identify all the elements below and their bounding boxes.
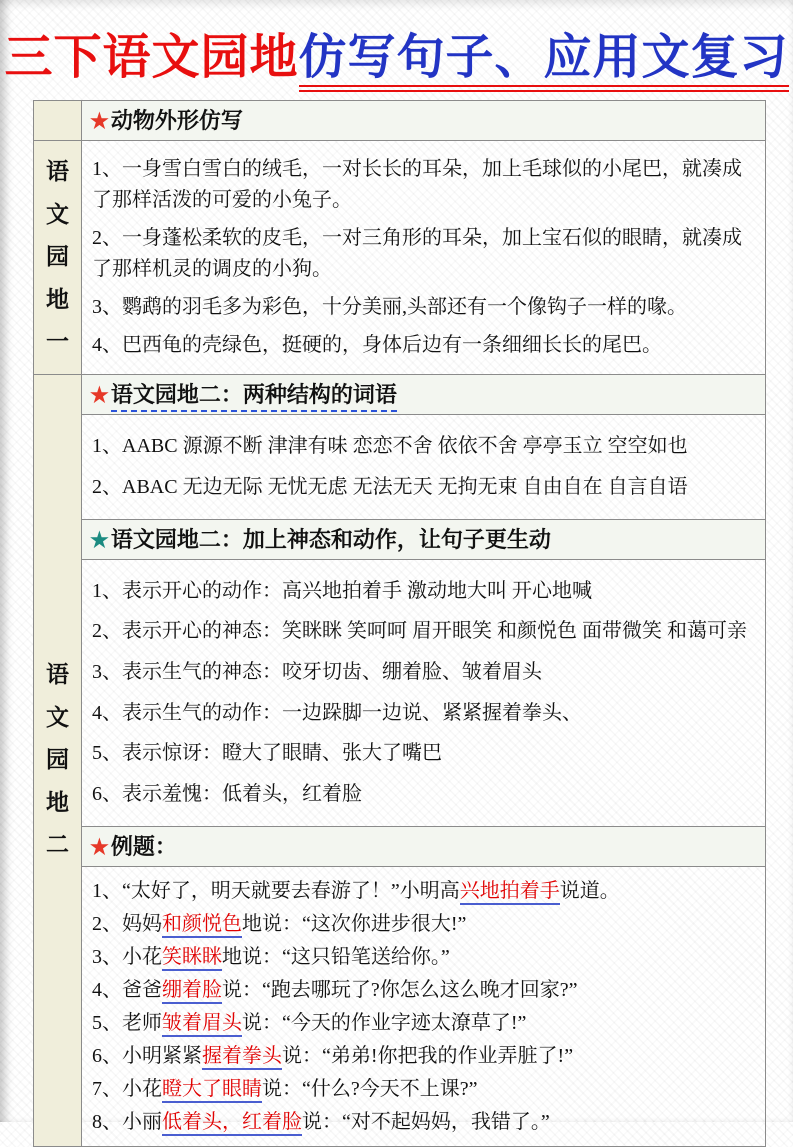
star-icon: ★ bbox=[90, 383, 109, 408]
content-line bbox=[92, 941, 757, 973]
title-sub: 仿写句子、应用文复习 bbox=[299, 31, 789, 92]
content-row bbox=[82, 866, 765, 1146]
text-span: 1、表示开心的动作：高兴地拍着手 激动地大叫 开心地喊 bbox=[92, 579, 592, 602]
text-span: 说：“什么?今天不上课?” bbox=[262, 1078, 478, 1101]
content-line bbox=[92, 698, 757, 730]
highlight-span: 握着拳头 bbox=[202, 1045, 282, 1070]
text-span: 2、ABAC 无边无际 无忧无虑 无法无天 无拘无束 自由自在 自言自语 bbox=[92, 475, 688, 498]
text-span: 4、表示生气的动作：一边跺脚一边说、紧紧握着拳头、 bbox=[92, 701, 582, 724]
highlight-span: 瞪大了眼睛 bbox=[162, 1078, 262, 1103]
text-span: 说道。 bbox=[559, 880, 620, 903]
content-line bbox=[92, 1040, 757, 1072]
section-header-text: 语文园地二：两种结构的词语 bbox=[111, 382, 397, 412]
text-span: 3、小花 bbox=[92, 946, 162, 969]
worksheet-table bbox=[33, 100, 766, 1147]
text-span: 3、鹦鹉的羽毛多为彩色，十分美丽,头部还有一个像钩子一样的喙。 bbox=[92, 296, 687, 319]
side-label bbox=[34, 140, 82, 375]
highlight-span: 和颜悦色 bbox=[162, 913, 242, 938]
highlight-span: 兴地拍着手 bbox=[460, 880, 560, 905]
side-label bbox=[34, 374, 82, 1146]
highlight-span: 低着头，红着脸 bbox=[162, 1111, 302, 1136]
content-line bbox=[92, 738, 757, 770]
content-line bbox=[92, 576, 757, 608]
text-span: 7、小花 bbox=[92, 1078, 162, 1101]
content-row bbox=[82, 414, 765, 519]
text-span: 2、表示开心的神态：笑眯眯 笑呵呵 眉开眼笑 和颜悦色 面带微笑 和蔼可亲 bbox=[92, 620, 747, 643]
content-line bbox=[92, 616, 757, 648]
content-line bbox=[92, 1007, 757, 1039]
content-line bbox=[92, 292, 757, 324]
text-span: 说：“对不起妈妈，我错了。” bbox=[302, 1111, 550, 1134]
section-header bbox=[82, 101, 765, 140]
highlight-span: 笑眯眯 bbox=[162, 946, 222, 971]
page-title bbox=[0, 30, 793, 85]
text-span: 6、小明紧紧 bbox=[92, 1045, 202, 1068]
side-label-text: 语文园地二 bbox=[46, 662, 69, 858]
text-span: 地说：“这次你进步很大!” bbox=[242, 913, 467, 936]
content-line bbox=[92, 974, 757, 1006]
section-header-text: 语文园地二：加上神态和动作，让句子更生动 bbox=[110, 527, 551, 553]
text-span: 说：“弟弟!你把我的作业弄脏了!” bbox=[282, 1045, 574, 1068]
content-line bbox=[92, 779, 757, 811]
content-line bbox=[92, 1073, 757, 1105]
content-line bbox=[92, 330, 757, 362]
star-icon: ★ bbox=[90, 528, 109, 553]
text-span: 4、巴西龟的壳绿色，挺硬的，身体后边有一条细细长长的尾巴。 bbox=[92, 333, 662, 356]
text-span: 1、一身雪白雪白的绒毛，一对长长的耳朵，加上毛球似的小尾巴，就凑成了那样活泼的可爱的小兔子。 bbox=[92, 157, 742, 212]
text-span: 6、表示羞愧：低着头，红着脸 bbox=[92, 782, 362, 805]
content-line bbox=[92, 223, 757, 286]
section-header bbox=[82, 519, 765, 559]
text-span: 地说：“这只铅笔送给你。” bbox=[222, 946, 450, 969]
star-icon: ★ bbox=[90, 109, 109, 133]
content-line bbox=[92, 154, 757, 217]
content-line bbox=[92, 431, 757, 463]
title-main: 三下语文园地 bbox=[4, 31, 299, 84]
content-line bbox=[92, 657, 757, 689]
content-line bbox=[92, 875, 757, 907]
section-header bbox=[82, 374, 765, 414]
section-header-text: 动物外形仿写 bbox=[110, 108, 243, 133]
side-label-text: 语文园地一 bbox=[46, 159, 69, 355]
text-span: 说：“今天的作业字迹太潦草了!” bbox=[242, 1012, 527, 1035]
content-line bbox=[92, 1106, 757, 1138]
text-span: 4、爸爸 bbox=[92, 979, 162, 1002]
text-span: 5、表示惊讶：瞪大了眼睛、张大了嘴巴 bbox=[92, 742, 442, 765]
text-span: 2、一身蓬松柔软的皮毛，一对三角形的耳朵，加上宝石似的眼睛，就凑成了那样机灵的调皮的小狗。 bbox=[92, 226, 742, 281]
text-span: 3、表示生气的神态：咬牙切齿、绷着脸、皱着眉头 bbox=[92, 661, 542, 683]
content-row bbox=[82, 140, 765, 375]
text-span: 8、小丽 bbox=[92, 1111, 162, 1134]
section-header-text: 例题： bbox=[110, 834, 177, 860]
highlight-span: 绷着脸 bbox=[162, 979, 222, 1004]
section-header bbox=[82, 826, 765, 866]
text-span: 说：“跑去哪玩了?你怎么这么晚才回家?” bbox=[222, 979, 578, 1002]
highlight-span: 皱着眉头 bbox=[162, 1012, 242, 1037]
side-label bbox=[34, 101, 82, 140]
text-span: 5、老师 bbox=[92, 1012, 162, 1035]
text-span: 1、AABC 源源不断 津津有味 恋恋不舍 依依不舍 亭亭玉立 空空如也 bbox=[92, 434, 688, 457]
content-row bbox=[82, 559, 765, 827]
text-span: 2、妈妈 bbox=[92, 913, 162, 936]
star-icon: ★ bbox=[90, 835, 109, 860]
content-line bbox=[92, 908, 757, 940]
text-span: 1、“太好了，明天就要去春游了！”小明高 bbox=[92, 880, 460, 903]
content-line bbox=[92, 472, 757, 504]
